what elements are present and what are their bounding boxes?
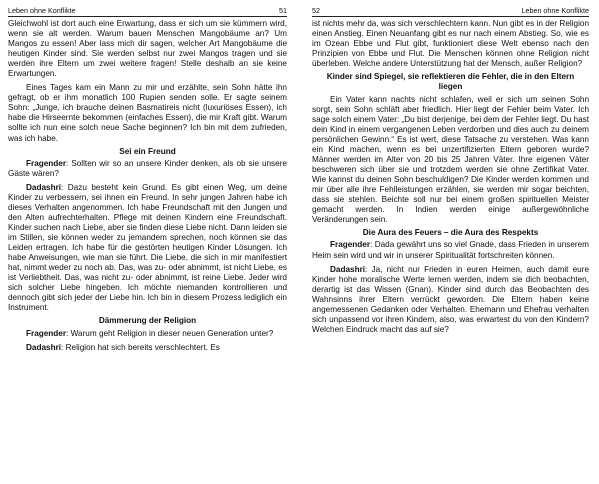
section-heading: Die Aura des Feuers – die Aura des Respekts	[362, 228, 539, 238]
right-page	[306, 0, 599, 484]
right-page-number: 52	[312, 6, 320, 15]
section-heading: Dämmerung der Religion	[98, 316, 197, 326]
section-heading: Kinder sind Spiegel, sie reflektieren die Fehler, die in den Eltern liegen	[326, 72, 575, 92]
left-page-number: 51	[279, 6, 287, 15]
speaker-name: Dadashri	[330, 264, 366, 274]
paragraph-text: : Sollten wir so an unsere Kinder denken, als ob sie unsere Gäste wären?	[8, 158, 287, 178]
paragraph-text: : Ja, nicht nur Frieden in euren Heimen, auch damit eure Kinder hohe moralische Werte lernen werden, indem sie dich beobachten, derartig ist das Wissen (Gnan). Kinder sind durch das Beobachten des Wahnsinns ihrer Eltern verrückt geworden. Die Eltern haben keine angemessenen Gedanken oder Verhalten. Ehemann und Ehefrau verhalten sich unpassend vor ihren Kindern, also, was erwartest du von den Kindern? Welchen Eindruck macht das auf sie?	[312, 264, 589, 334]
dialogue-paragraph	[8, 159, 287, 179]
speaker-name: Fragender	[26, 158, 67, 168]
paragraph-text: Ein Vater kann nachts nicht schlafen, weil er sich um seinen Sohn sorgt, sein Sohn schläft aber friedlich. Hier liegt der Fehler beim Vater. Ich sage solch einem Vater: „Du bist derjenige, bei dem der Fehler liegt. Du hast dein Kind in einem vergangenen Leben verdorben und dies auch zu deinem persönlichen Gewinn.“ Es ist wert, diese Tatsache zu verstehen. Was kann ein Kind machen, wenn es bei unzertifizierten Eltern geboren wurde? Männer werden im Alter von 20 bis 25 Jahren Väter. Ihre eigenen Väter beschweren sich über sie und trotzdem werden sie ohne Zertifikat Vater. Wie kannst du deinen Sohn beschuldigen? Die Kinder werden kommen und mir über alle ihre Fehlleistungen erzählen, sie werden mir sogar beichten, dass sie stehlen. Beichte soll nur bei einem großen spirituellen Meister gemacht werden. In Indien werden einige außergewöhnliche Veränderungen sein.	[312, 94, 589, 225]
paragraph	[8, 19, 287, 79]
left-running-title: Leben ohne Konflikte	[8, 6, 76, 15]
dialogue-paragraph	[8, 183, 287, 314]
speaker-name: Fragender	[26, 328, 67, 338]
paragraph-text: ist nichts mehr da, was sich verschlechtern kann. Nun gibt es in der Religion einen Anstieg. Einen Neuanfang gibt es nur nach einem Abstieg. So, wie es im Ozean Ebbe und Flut gibt, funktioniert diese Welt ebenso nach den Prinzipien von Ebbe und Flut. Die Menschen können ohne Religion nicht überleben. Welche andere Unterstützung hat der Mensch, außer Religion?	[312, 19, 589, 69]
speaker-name: Dadashri	[26, 342, 62, 352]
paragraph-text: : Dazu besteht kein Grund. Es gibt einen Weg, um deine Kinder zu verbessern, sei ihnen ein Freund. In sehr jungen Jahren habe ich dieses Verhalten angenommen. Ich habe Freundschaft mit den Jungen und den Alten aufrechterhalten. Pflege mit deinen Kindern eine Freundschaft. Kinder suchen nach Liebe, aber sie finden diese Liebe nicht. Dann leiden sie im Stillen, sie können weder zu jemandem sprechen, noch können sie das Leiden ertragen. Ich habe für die gestörten heutigen Kinder Lösungen. Ich habe Anweisungen, wie man sie führt. Die Liebe, die sich in mir manifestiert hat, nimmt weder zu noch ab. Das, was zu- oder abnimmt, ist nicht Liebe, es ist Verliebtheit. Das, was nicht zu- oder abnimmt, ist reine Liebe. Jeder wird sich solcher Liebe hingeben. Ich möchte niemanden kontrollieren und dennoch gibt sich jeder der Liebe hin. Ich bin in diesem Prozess lediglich ein Instrument.	[8, 182, 287, 313]
paragraph-text: : Dada gewährt uns so viel Gnade, dass Frieden in unserem Heim sein wird und wir in unserer Spiritualität fortschreiten können.	[312, 240, 589, 260]
right-page-body	[312, 19, 589, 335]
left-page-header	[8, 6, 287, 17]
dialogue-paragraph	[8, 329, 287, 339]
paragraph	[8, 83, 287, 143]
paragraph	[312, 19, 589, 69]
paragraph	[312, 95, 589, 226]
dialogue-paragraph	[312, 240, 589, 260]
paragraph-text: : Religion hat sich bereits verschlechtert. Es	[61, 342, 220, 352]
dialogue-paragraph	[312, 265, 589, 335]
right-page-header	[312, 6, 589, 17]
paragraph-text: : Warum geht Religion in dieser neuen Generation unter?	[66, 328, 274, 338]
paragraph-text: Gleichwohl ist dort auch eine Erwartung, dass er sich um sie kümmern wird, wenn sie alt werden. Warum bauen Menschen Mangobäume an? Um Mangos zu essen! Aber lass mich dir sagen, welcher Art Mangobäume die heutigen Kinder sind. Sie werden selbst nur zwei Mangos tragen und sie werden ihre Eltern um zwei weitere fragen! Stelle deshalb an sie keine Erwartungen.	[8, 19, 287, 79]
speaker-name: Fragender	[330, 240, 371, 250]
dialogue-paragraph	[8, 343, 287, 353]
left-page	[0, 0, 293, 484]
section-heading: Sei ein Freund	[119, 146, 176, 156]
speaker-name: Dadashri	[26, 182, 62, 192]
left-page-body	[8, 19, 287, 353]
paragraph-text: Eines Tages kam ein Mann zu mir und erzählte, sein Sohn hätte ihn gefragt, ob er ihm monatlich 100 Rupien senden solle. Er sagte seinem Sohn: „Junge, ich brauche deinen Basmatireis nicht (luxuriöses Essen), ich habe die Hirseernte bekommen (einfaches Essen), die mir Kraft gibt. Warum sollte ich nun eine solch neue Sache beginnen? Ich bin mit dem zufrieden, was ich habe.	[8, 83, 287, 143]
right-running-title: Leben ohne Konflikte	[521, 6, 589, 15]
